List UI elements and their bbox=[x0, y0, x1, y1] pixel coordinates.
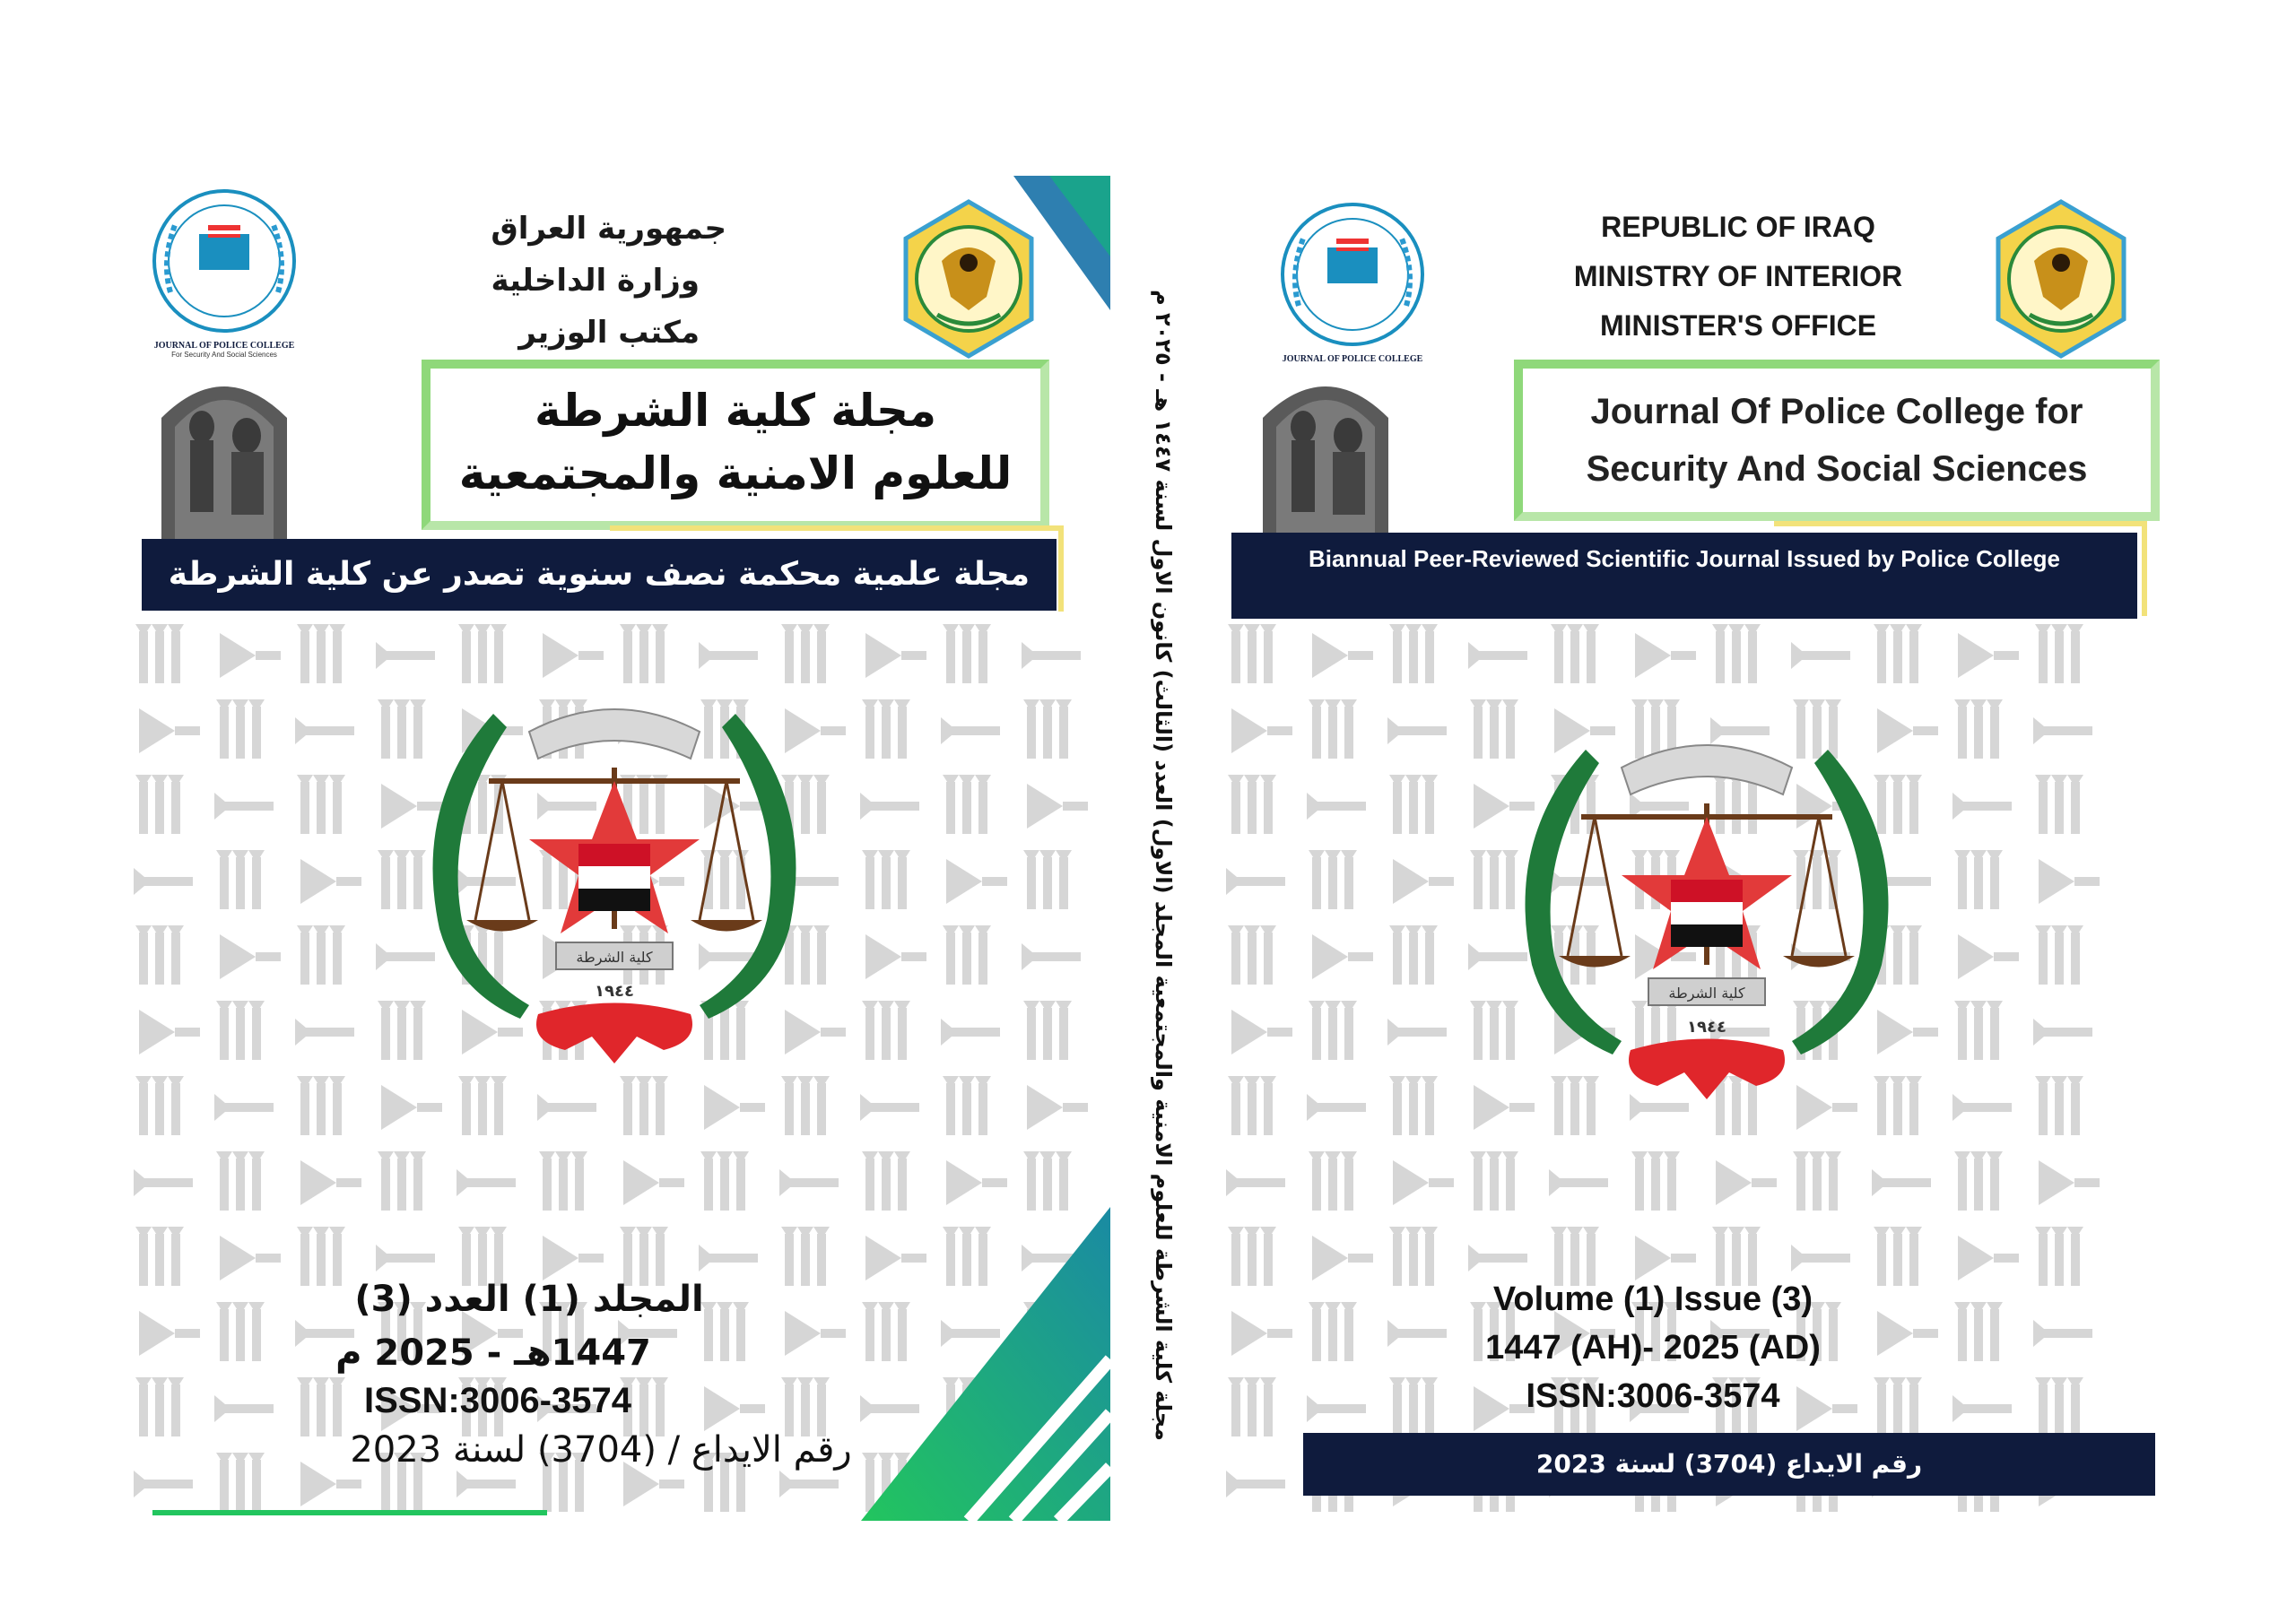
issn-number: ISSN:3006-3574 bbox=[364, 1381, 631, 1420]
volume-issue: المجلد (1) العدد (3) bbox=[354, 1279, 704, 1320]
publication-date: 1447 (AH)- 2025 (AD) bbox=[1485, 1329, 1821, 1367]
journal-logo-icon bbox=[1263, 198, 1442, 351]
ministry-header bbox=[368, 203, 726, 359]
corner-accent-bottom bbox=[861, 1207, 1110, 1521]
header-line-ministry: MINISTRY OF INTERIOR bbox=[1573, 260, 1903, 292]
hammurabi-stele-image bbox=[135, 364, 314, 543]
arabic-cover bbox=[126, 176, 1110, 1521]
header-line-republic: REPUBLIC OF IRAQ bbox=[1601, 211, 1875, 243]
header-line-office: MINISTER'S OFFICE bbox=[1599, 309, 1877, 342]
journal-logo-icon bbox=[135, 185, 314, 337]
deposit-number: رقم الايداع (3704) لسنة 2023 bbox=[1535, 1449, 1923, 1479]
deposit-banner bbox=[1303, 1433, 2155, 1496]
journal-logo bbox=[135, 185, 314, 359]
spine-text: مجلة كلية الشرطة للعلوم الامنية والمجتمعية المجلد (الاول) العدد (الثالث) كانون الاول لسنة ١٤٤٧ هـ - ٢٠٢٥ م bbox=[1151, 290, 1176, 1441]
journal-banner bbox=[1231, 533, 2137, 619]
journal-logo-subcaption: For Security And Social Sciences bbox=[171, 351, 277, 359]
ministry-header bbox=[1505, 203, 1971, 351]
journal-title-line1: Journal Of Police College for bbox=[1590, 392, 2083, 431]
ministry-eagle-seal-icon bbox=[1980, 198, 2142, 360]
emblem-text: كلية الشرطة bbox=[1668, 985, 1745, 1002]
bottom-accent-line bbox=[152, 1510, 547, 1515]
english-cover bbox=[1218, 176, 2185, 1521]
emblem-year: ١٩٤٤ bbox=[1687, 1018, 1726, 1037]
volume-issue: Volume (1) Issue (3) bbox=[1492, 1280, 1813, 1318]
journal-logo bbox=[1263, 198, 1442, 369]
journal-banner bbox=[142, 539, 1057, 611]
header-line-office: مكتب الوزير bbox=[518, 315, 700, 351]
header-line-republic: جمهورية العراق bbox=[491, 211, 726, 247]
journal-title-line2: Security And Social Sciences bbox=[1586, 449, 2088, 489]
journal-logo-caption: JOURNAL OF POLICE COLLEGE bbox=[153, 341, 295, 351]
journal-title-line2: للعلوم الامنية والمجتمعية bbox=[458, 447, 1013, 499]
hammurabi-stele-image bbox=[1236, 364, 1415, 543]
deposit-number: رقم الايداع / (3704) لسنة 2023 bbox=[350, 1429, 852, 1471]
journal-title-box bbox=[422, 360, 1049, 530]
publication-date: 1447هـ - 2025 م bbox=[335, 1332, 651, 1374]
journal-title-line1: مجلة كلية الشرطة bbox=[534, 385, 937, 437]
journal-title-box bbox=[1514, 360, 2160, 521]
journal-banner-text: مجلة علمية محكمة نصف سنوية تصدر عن كلية الشرطة bbox=[168, 556, 1030, 593]
police-college-emblem-icon bbox=[1496, 732, 1918, 1135]
header-line-ministry: وزارة الداخلية bbox=[491, 263, 700, 299]
emblem-text: كلية الشرطة bbox=[576, 949, 653, 966]
issn-number: ISSN:3006-3574 bbox=[1526, 1377, 1780, 1415]
emblem-year: ١٩٤٤ bbox=[595, 982, 634, 1001]
journal-banner-text: Biannual Peer-Reviewed Scientific Journal Issued by Police College bbox=[1308, 545, 2061, 572]
police-college-emblem-icon bbox=[404, 696, 825, 1099]
ministry-eagle-seal-icon bbox=[897, 198, 1040, 360]
journal-logo-caption: JOURNAL OF POLICE COLLEGE bbox=[1282, 354, 1423, 364]
